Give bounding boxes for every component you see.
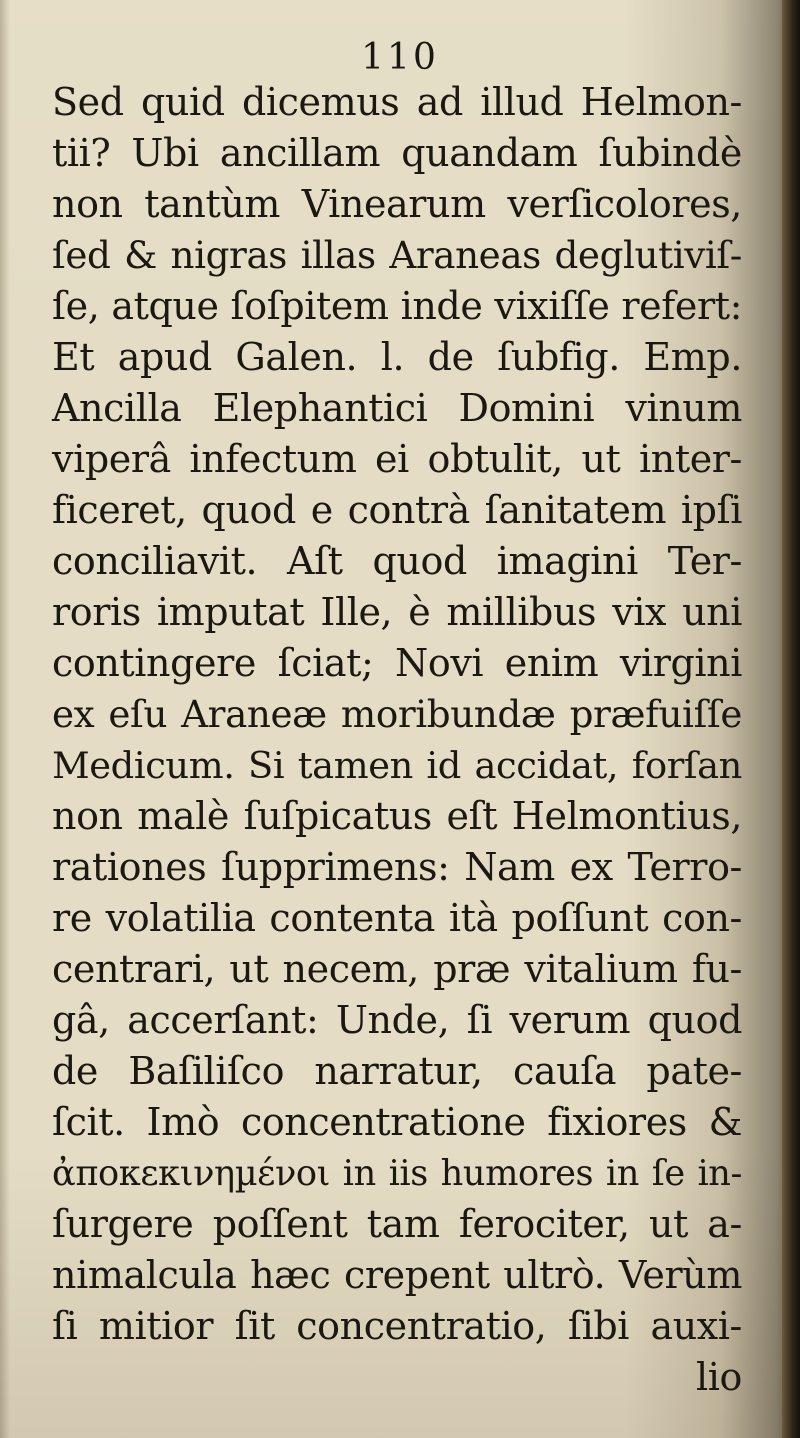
text-line: tii? Ubi ancillam quandam ſubindè bbox=[52, 131, 742, 175]
text-line: Et apud Galen. l. de ſubfig. Emp. bbox=[52, 335, 742, 379]
text-line: contingere ſciat; Novi enim virgini bbox=[52, 641, 742, 685]
left-edge-shadow bbox=[0, 0, 10, 1438]
book-spine bbox=[782, 0, 800, 1438]
text-line: ficeret, quod e contrà ſanitatem ipſi bbox=[52, 488, 742, 532]
catchword: lio bbox=[696, 1355, 742, 1399]
text-line: roris imputat Ille, è millibus vix uni bbox=[52, 590, 742, 634]
text-line: Ancilla Elephantici Domini vinum bbox=[52, 386, 742, 430]
text-line: conciliavit. Aſt quod imagini Ter- bbox=[52, 539, 742, 583]
text-line: ſi mitior ſit concentratio, ſibi auxi- bbox=[52, 1304, 742, 1348]
text-line: ἀποκεκινηµένοι in iis humores in ſe in- bbox=[52, 1153, 742, 1194]
body-text bbox=[52, 77, 742, 1403]
text-line: non malè ſuſpicatus eſt Helmontius, bbox=[52, 794, 742, 838]
text-line: gâ, accerſant: Unde, ſi verum quod bbox=[52, 998, 742, 1042]
page-number: 110 bbox=[361, 37, 439, 78]
text-line: ſe, atque ſoſpitem inde vixiſſe refert: bbox=[52, 284, 742, 328]
text-line: ex eſu Araneæ moribundæ præfuiſſe bbox=[52, 692, 742, 736]
text-line: ſurgere poſſent tam ferociter, ut a- bbox=[52, 1202, 742, 1246]
text-line: non tantùm Vinearum verſicolores, bbox=[52, 182, 742, 226]
text-line: rationes ſupprimens: Nam ex Terro- bbox=[52, 845, 742, 889]
text-line: ſed & nigras illas Araneas deglutiviſ- bbox=[52, 233, 742, 277]
text-line: viperâ infectum ei obtulit, ut inter- bbox=[52, 437, 742, 481]
text-line: centrari, ut necem, præ vitalium fu- bbox=[52, 947, 742, 991]
text-line: nimalcula hæc crepent ultrò. Verùm bbox=[52, 1253, 742, 1297]
text-line: ſcit. Imò concentratione fixiores & bbox=[52, 1100, 742, 1144]
text-line: Medicum. Si tamen id accidat, forſan bbox=[52, 744, 742, 787]
text-line: Sed quid dicemus ad illud Helmon- bbox=[52, 80, 742, 124]
text-line: re volatilia contenta ità poſſunt con- bbox=[52, 896, 742, 940]
text-line: de Baſiliſco narratur, cauſa pate- bbox=[52, 1049, 742, 1093]
